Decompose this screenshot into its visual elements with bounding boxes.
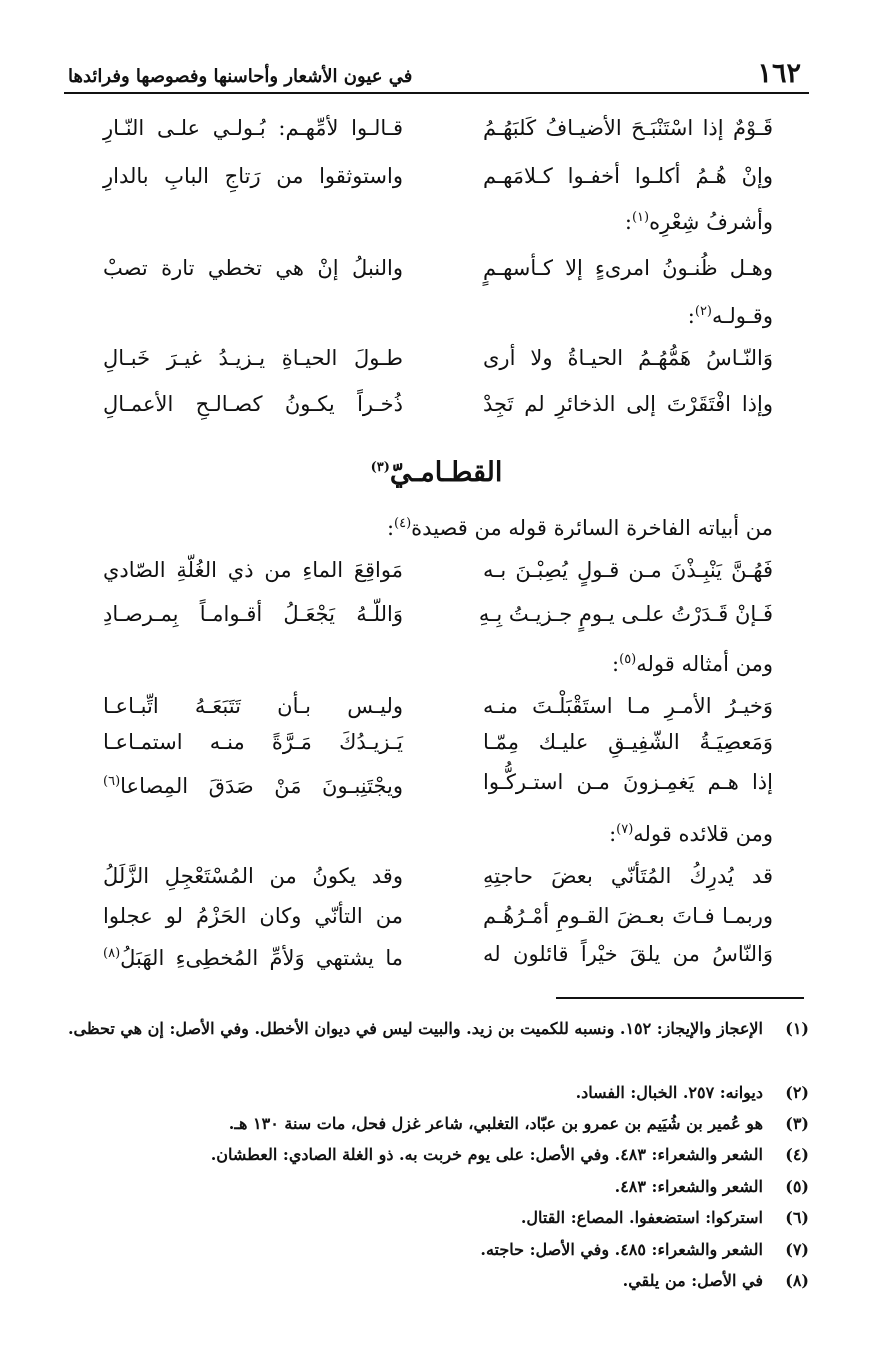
verse-second-hemistich: والنبلُ إنْ هي تخطي تارة تصبْ [103,256,403,280]
intro-colon: : [612,652,620,676]
footnote [57,1014,809,1043]
verse-second-hemistich: قـالـوا لأمِّهـم: بُـولـي علـى النّـارِ [103,116,403,140]
footnote-text: الشعر والشعراء: ٤٨٥. وفي الأصل: حاجته. [480,1240,763,1259]
intro-colon: : [624,210,632,234]
verse-first-hemistich: إذا هـم يَغمِـزونَ مـن استـركُّـوا [483,770,773,794]
verse-second-hemistich: وقد يكونُ من المُسْتَعْجِلِ الزَّلَلُ [103,864,403,888]
intro-colon: : [386,516,395,540]
verse-first-hemistich: وَمَعصِيَـةُ الشّفِيـقِ عليـك مِمّـا [483,730,773,754]
verse-first-hemistich: قد يُدرِكُ المُتَأنّي بعضَ حاجتِهِ [483,864,773,888]
footnote-text: الشعر والشعراء: ٤٨٣. وفي الأصل: على يوم خربت به. ذو الغلة الصادي: العطشان. [210,1145,763,1164]
verse-line [53,248,773,296]
intro-text: ومن قلائده قوله [633,822,773,846]
intro-line [387,504,773,548]
footnote-number: (٤) [785,1145,809,1164]
verse-first-hemistich: وربمـا فـاتَ بعـضَ القـومِ أمْـرُهُـم [483,904,773,928]
verse-second-hemistich: وليـس بـأن تَتَبَعَـهُ اتِّبـاعـا [103,694,403,718]
hemistich-text: ويجْتَنِبـونَ مَنْ صَدَقَ المِصاعا [120,774,403,798]
footnote-marker: (٦) [103,774,121,789]
footnote-marker: (١) [631,210,650,225]
verse-first-hemistich: وإنْ هُـمُ أكلـوا أخفـوا كـلامَهـم [483,164,773,188]
page-header [64,52,809,94]
footnote-marker: (٧) [616,822,634,837]
verse-first-hemistich: وَالنّاسُ من يلقَ خيْراً قائلون له [483,942,773,966]
footnote-number: (٨) [785,1271,809,1290]
footnote-divider [556,997,804,999]
footnote-number: (٢) [785,1083,809,1102]
intro-text: ومن أمثاله قوله [636,652,773,676]
footnote [57,1235,809,1264]
footnote-text: في الأصل: من يلقي. [622,1271,763,1290]
footnote [57,1078,809,1107]
verse-line [53,934,773,982]
verse-first-hemistich: فَـإنْ قَـدَرْتُ علـى يـومٍ جـزيـتُ بِـهِ [478,602,773,626]
section-title-text: القطـامـيّ [389,457,503,488]
footnote-number: (٧) [785,1240,809,1259]
hemistich-text: ما يشتهي وَلأمِّ المُخطِىءِ الهَبَلُ [120,946,403,970]
verse-first-hemistich: وَالنّـاسُ هَمُّهُـمُ الحيـاةُ ولا أرى [483,346,773,370]
intro-text: وأشرفُ شِعْرِه [649,210,773,234]
footnote-number: (٥) [785,1177,809,1196]
verse-line [53,550,773,598]
footnote-marker: (٨) [103,946,121,961]
verse-second-hemistich: طـولَ الحيـاةِ يـزيـدُ غيـرَ خَبـالِ [103,346,403,370]
footnote-text: الإعجاز والإيجاز: ١٥٢. ونسبه للكميت بن زيد. والبيت ليس في ديوان الأخطل. وفي الأصل: إن هي تحظى. [67,1019,763,1038]
intro-line [609,810,773,854]
verse-first-hemistich: قَـوْمٌ إذا اسْتَنْبَـحَ الأضيـافُ كَلبَهُـمُ [483,116,773,140]
footnote [57,1140,809,1169]
footnote-marker: (٥) [619,652,637,667]
verse-first-hemistich: وإذا افْتَقَرْتَ إلى الذخائرِ لم تَجِدْ [483,392,773,416]
footnote [57,1203,809,1232]
footnote-text: ديوانه: ٢٥٧. الخبال: الفساد. [575,1083,763,1102]
intro-line [625,198,773,242]
footnote-text: الشعر والشعراء: ٤٨٣. [614,1177,763,1196]
footnote-marker: (٣) [370,460,390,475]
verse-line [53,384,773,432]
verse-second-hemistich: ذُخـراً يكـونُ كصـالـحِ الأعمـالِ [103,392,403,416]
verse-line [53,338,773,386]
verse-second-hemistich: واستوثقوا من رَتاجِ البابِ بالدارِ [103,164,403,188]
verse-second-hemistich: وَاللّـهُ يَجْعَـلُ أقـوامـاً بِمـرصـادِ [103,602,403,626]
footnote-marker: (٢) [694,304,712,319]
verse-first-hemistich: وهـل ظُنـونُ امرىءٍ إلا كـأسهـمٍ [483,256,773,280]
verse-second-hemistich: يَـزيـدُكَ مَـرَّةً منـه استمـاعـا [103,730,403,754]
verse-line [53,108,773,156]
verse-second-hemistich: مَواقِعَ الماءِ من ذي الغُلّةِ الصّادي [103,558,403,582]
verse-first-hemistich: فَهُـنَّ يَنْبِـذْنَ مـن قـولٍ يُصِبْـنَ بـه [483,558,773,582]
footnote [57,1266,809,1295]
footnote-text: استركوا: استضعفوا. المصاع: القتال. [520,1208,763,1227]
intro-text: وقـولـه [712,304,773,328]
footnote [57,1172,809,1201]
section-title [0,448,873,493]
intro-text: من أبياته الفاخرة السائرة قوله من قصيدة [411,516,773,540]
footnote-number: (١) [785,1019,809,1038]
footnote-number: (٦) [785,1208,809,1227]
verse-line [53,594,773,642]
verse-line [53,156,773,204]
verse-line [53,762,773,810]
footnote-number: (٣) [785,1114,809,1133]
intro-line [688,292,773,336]
footnote-marker: (٤) [394,516,412,531]
verse-second-hemistich: من التأنّي وكان الحَزْمُ لو عجلوا [103,904,403,928]
verse-first-hemistich: وَخيـرُ الأمـرِ مـا استَقْبَلْـتَ منـه [483,694,773,718]
intro-line [612,640,773,684]
footnote-text: هو عُمير بن شُيَيم بن عمرو بن عبّاد، التغلبي، شاعر غزل فحل، مات سنة ١٣٠ هـ. [228,1114,763,1133]
verse-second-hemistich [103,762,403,806]
running-title: في عيون الأشعار وأحاسنها وفصوصها وفرائدها [68,66,413,87]
intro-colon: : [609,822,617,846]
intro-colon: : [687,304,695,328]
page-number: ١٦٢ [757,58,801,89]
footnote [57,1109,809,1138]
verse-second-hemistich [103,934,403,978]
